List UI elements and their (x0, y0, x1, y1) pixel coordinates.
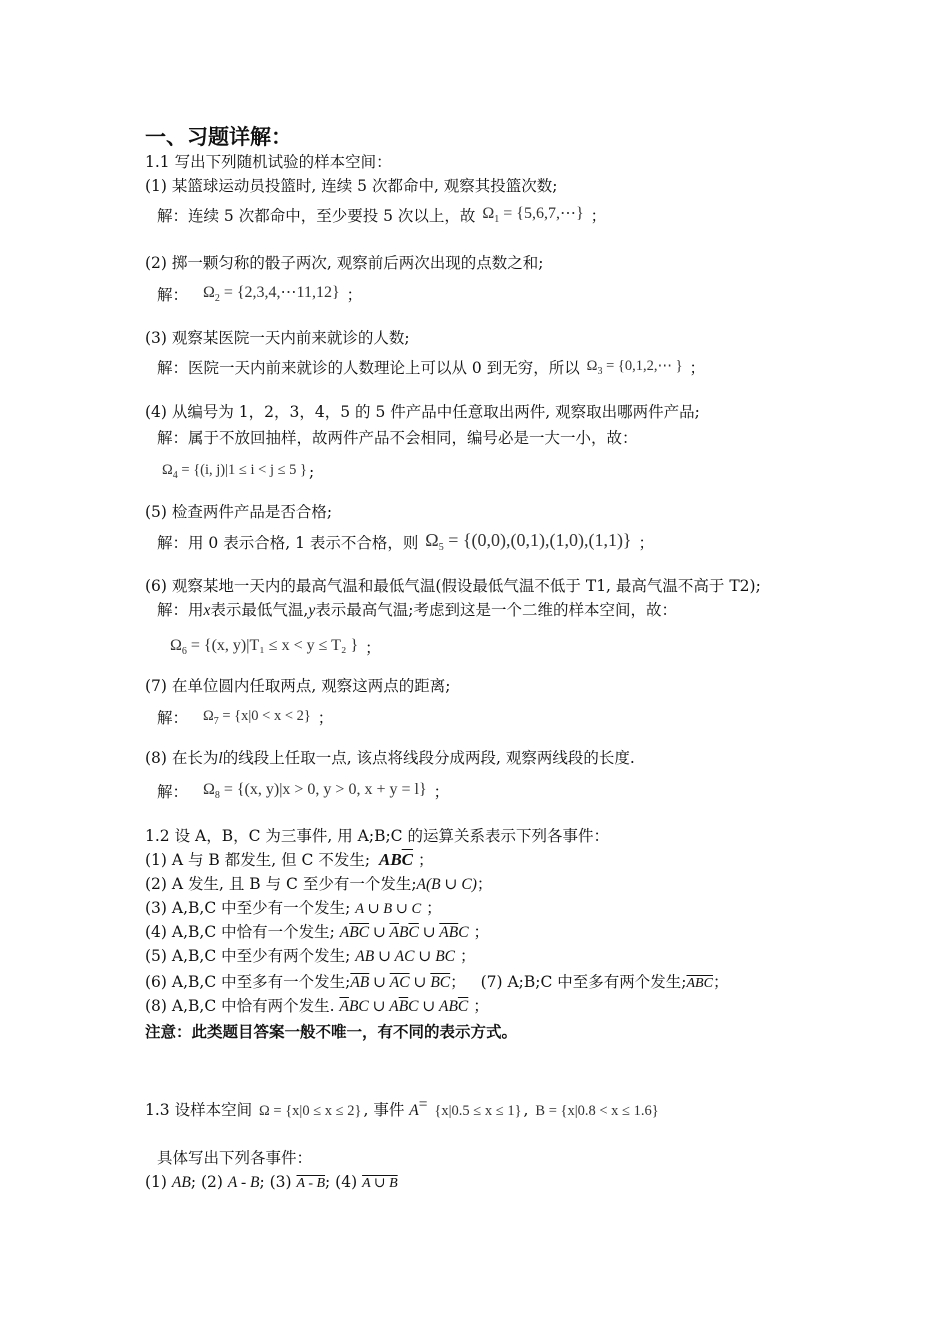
answer-2-formula: $\Omega_2$ = {2,3,4,⋯11,12} (202, 284, 340, 304)
answer-1-text: 解：连续 5 次都命中，至少要投 5 次以上，故 (157, 207, 476, 225)
event-5-expr: AB ∪ AC ∪ BC (355, 948, 456, 965)
event-6-expr: $\overline{AB}$ ∪ $\overline{AC}$ ∪ $\overline{BC}$ (350, 974, 451, 991)
part-3-expr: A - B (296, 1176, 326, 1191)
answer-6-end: ； (365, 639, 381, 657)
event-8: (8) A,B,C 中恰有两个发生. $\overline{A}BC$ ∪ $A\overline{B}C$ ∪ $AB\overline{C}$ ； (145, 997, 489, 1015)
problem-1-3-parts: (1) AB; (2) A - B; (3) A - B; (4) A ∪ B (145, 1173, 398, 1191)
event-b-formula: B = {x|0.8 < x ≤ 1.6} (535, 1103, 659, 1119)
event-1: (1) A 与 B 都发生, 但 C 不发生; $AB\overline{C}$ ； (145, 850, 434, 869)
event-8-expr: $\overline{A}BC$ ∪ $A\overline{B}C$ ∪ $AB\overline{C}$ (339, 998, 469, 1015)
event-2-expr: A(B ∪ C) (416, 876, 477, 893)
answer-1 (157, 204, 606, 230)
event-4: (4) A,B,C 中恰有一个发生; $A\overline{BC}$ ∪ $\overline{A}B\overline{C}$ ∪ $\overline{AB}C$ ； (145, 923, 490, 941)
answer-3 (157, 356, 705, 382)
answer-note: 注意：此类题目答案一般不唯一，有不同的表示方式。 (145, 1022, 518, 1041)
variable-x: x (203, 602, 211, 619)
answer-4-text: 解：属于不放回抽样，故两件产品不会相同，编号必是一大一小，故： (157, 429, 638, 447)
answer-6-formula: $\Omega_6 = \{(x$, y)|T₁ ≤ x < y ≤ T₂ } (170, 637, 359, 657)
answer-4-formula-line (160, 460, 314, 486)
answer-5-text: 解：用 0 表示合格, 1 表示不合格，则 (157, 534, 419, 552)
answer-5-formula: $\Omega_5 = \{(0,0),(0,1),(1,0),(1,1)\}$ (425, 530, 632, 553)
answer-1-formula: $\Omega_1$ = {5,6,7,⋯} (482, 205, 584, 225)
answer-7-formula: $\Omega_7 = \{x|0 < x < 2\}$ (202, 708, 311, 727)
answer-6-text: 解：用x表示最低气温,y表示最高气温;考虑到这是一个二维的样本空间，故： (157, 601, 677, 619)
event-5: (5) A,B,C 中至少有两个发生; AB ∪ AC ∪ BC ； (145, 947, 476, 965)
answer-3-formula: $\Omega_3$ = {0,1,2,⋯ } (586, 358, 683, 377)
answer-7-end: ； (317, 709, 334, 727)
problem-1-3-intro: 1.3 设样本空间 Ω = {x|0 ≤ x ≤ 2} , 事件 A= {x|0.5 ≤ x ≤ 1} , B = {x|0.8 < x ≤ 1.6} (145, 1096, 659, 1119)
variable-l: l (218, 750, 223, 767)
event-2: (2) A 发生, 且 B 与 C 至少有一个发生;A(B ∪ C)； (145, 875, 493, 893)
answer-4-end: ; (309, 463, 315, 481)
question-1: (1) 某篮球运动员投篮时, 连续 5 次都命中, 观察其投篮次数; (145, 177, 558, 195)
answer-8-text: 解： (157, 783, 189, 801)
answer-8-end: ； (433, 783, 450, 801)
part-1-expr: AB (171, 1174, 191, 1191)
answer-7-text: 解： (157, 709, 189, 727)
event-3: (3) A,B,C 中至少有一个发生; A ∪ B ∪ C ； (145, 899, 442, 917)
omega-formula: Ω = {x|0 ≤ x ≤ 2} (259, 1103, 362, 1119)
answer-2-end: ； (346, 286, 363, 304)
problem-1-3-instruction: 具体写出下列各事件： (157, 1149, 313, 1167)
problem-1-2-intro: 1.2 设 A，B，C 为三事件, 用 A;B;C 的运算关系表示下列各事件： (145, 827, 609, 845)
answer-2-text: 解： (157, 286, 189, 304)
variable-y: y (308, 602, 316, 619)
answer-5-end: ； (638, 534, 655, 552)
question-7: (7) 在单位圆内任取两点, 观察这两点的距离; (145, 677, 451, 695)
part-4-expr: A ∪ B (362, 1176, 398, 1191)
answer-8 (157, 780, 449, 806)
answer-3-text: 解：医院一天内前来就诊的人数理论上可以从 0 到无穷，所以 (157, 359, 580, 377)
answer-7 (157, 706, 333, 732)
event-3-expr: A ∪ B ∪ C (355, 901, 422, 917)
event-6-7: (6) A,B,C 中至多有一个发生$;\overline{AB}$ ∪ $\overline{AC}$ ∪ $\overline{BC}$； (7) A;B;C 中至多有两个发生$;\overline{ABC}$； (145, 973, 729, 991)
event-1-expr: $AB\overline{C}$ (378, 850, 414, 869)
question-4: (4) 从编号为 1，2，3，4，5 的 5 件产品中任意取出两件, 观察取出哪两件产品; (145, 403, 700, 421)
question-2: (2) 掷一颗匀称的骰子两次, 观察前后两次出现的点数之和; (145, 254, 544, 272)
answer-5 (157, 530, 654, 558)
answer-1-end: ； (590, 207, 607, 225)
answer-3-end: ； (689, 359, 705, 377)
event-4-expr: $A\overline{BC}$ ∪ $\overline{A}B\overline{C}$ ∪ $\overline{AB}C$ (339, 924, 469, 941)
section-heading: 一、习题详解： (145, 124, 292, 149)
event-a-symbol: A (409, 1102, 419, 1119)
event-7-expr: $\overline{ABC}$ (686, 976, 713, 991)
question-5: (5) 检查两件产品是否合格; (145, 503, 333, 521)
answer-8-formula: $\Omega_8 = \{(x$, y)|x > 0, y > 0, x + y = l} (202, 781, 427, 801)
answer-6-formula-line (168, 636, 381, 662)
part-2-expr: A - B (227, 1174, 260, 1191)
problem-1-1-intro: 1.1 写出下列随机试验的样本空间： (145, 153, 392, 171)
question-6: (6) 观察某地一天内的最高气温和最低气温(假设最低气温不低于 T1, 最高气温不高于 T2); (145, 577, 761, 595)
event-a-formula: {x|0.5 ≤ x ≤ 1} (434, 1103, 522, 1119)
answer-2 (157, 283, 362, 309)
question-3: (3) 观察某医院一天内前来就诊的人数; (145, 329, 410, 347)
answer-4-formula: $\Omega_4 = \{(i$, j)|1 ≤ i < j ≤ 5 } (162, 462, 308, 481)
question-8: (8) 在长为l的线段上任取一点, 该点将线段分成两段, 观察两线段的长度. (145, 749, 635, 767)
